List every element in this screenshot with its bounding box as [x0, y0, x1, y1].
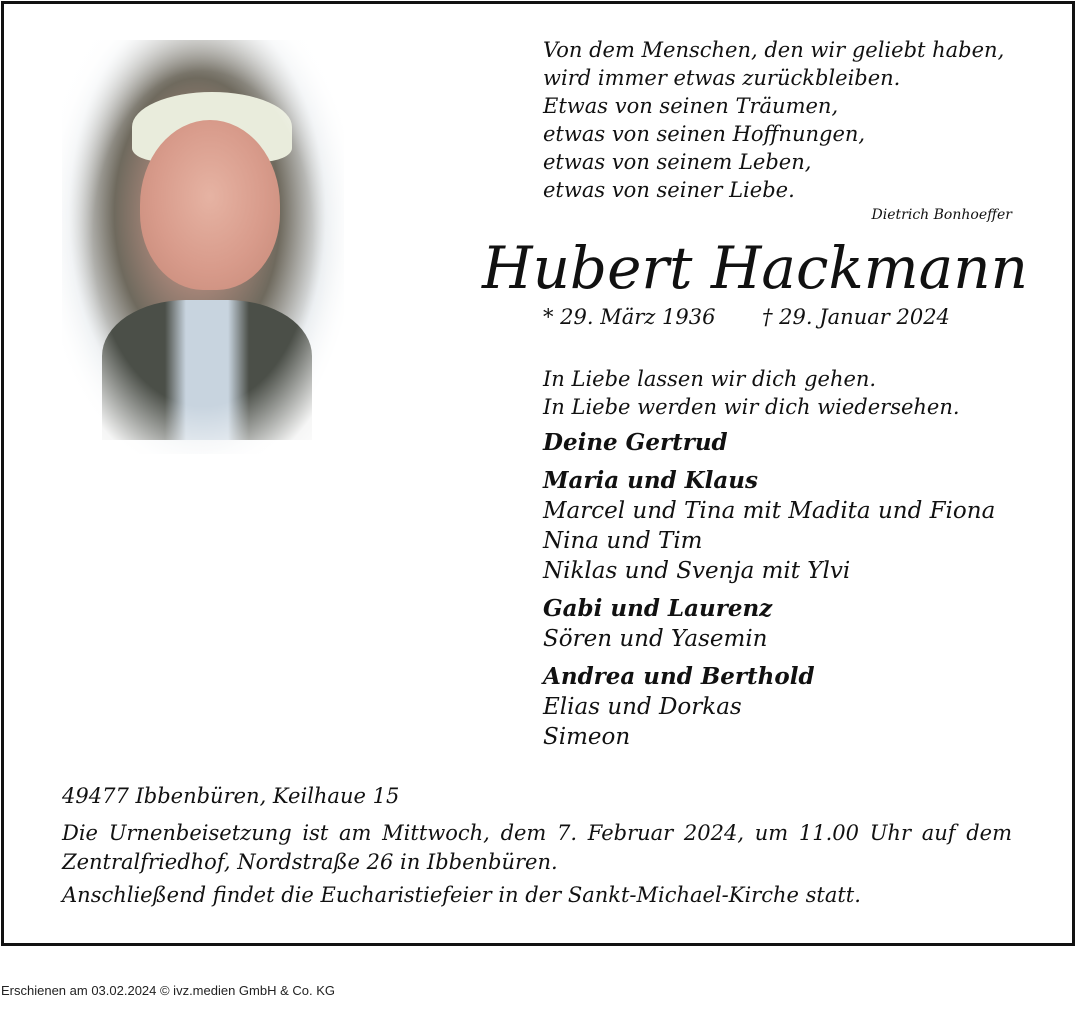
death-date: † 29. Januar 2024	[762, 305, 950, 329]
farewell-line: In Liebe lassen wir dich gehen.	[543, 367, 877, 391]
family-group	[543, 662, 1023, 752]
family-group-head: Gabi und Laurenz	[543, 595, 773, 622]
poem-line: etwas von seinen Hoffnungen,	[543, 122, 866, 146]
address: 49477 Ibbenbüren, Keilhaue 15	[62, 784, 400, 808]
farewell-line: In Liebe werden wir dich wiedersehen.	[543, 395, 960, 419]
poem-line: Von dem Menschen, den wir geliebt haben,	[543, 38, 1005, 62]
poem	[543, 36, 1013, 204]
family-group-head: Andrea und Berthold	[543, 663, 815, 690]
family-group	[543, 466, 1023, 586]
poem-line: etwas von seinem Leben,	[543, 150, 812, 174]
family-member: Marcel und Tina mit Madita und Fiona	[543, 498, 996, 524]
family-group-head: Deine Gertrud	[543, 429, 728, 456]
farewell-text	[543, 365, 960, 421]
family-group-head: Maria und Klaus	[543, 467, 758, 494]
poem-author: Dietrich Bonhoeffer	[871, 207, 1012, 223]
family-group	[543, 428, 1023, 458]
poem-line: etwas von seiner Liebe.	[543, 178, 795, 202]
publication-footer: Erschienen am 03.02.2024 © ivz.medien GmbH & Co. KG	[1, 983, 336, 998]
family-member: Simeon	[543, 724, 631, 750]
family-member: Elias und Dorkas	[543, 694, 742, 720]
afterwards-info: Anschließend findet die Eucharistiefeier in der Sankt-Michael-Kirche statt.	[62, 883, 861, 907]
portrait-photo	[62, 40, 344, 454]
family-group	[543, 594, 1023, 654]
deceased-name: Hubert Hackmann	[482, 234, 1028, 302]
family-member: Niklas und Svenja mit Ylvi	[543, 558, 851, 584]
family-list	[543, 428, 1023, 760]
poem-line: wird immer etwas zurückbleiben.	[543, 66, 901, 90]
family-member: Nina und Tim	[543, 528, 703, 554]
burial-info: Die Urnenbeisetzung ist am Mittwoch, dem 7. Februar 2024, um 11.00 Uhr auf dem Zentralfriedhof, Nordstraße 26 in Ibbenbüren.	[62, 821, 1012, 874]
portrait-vignette	[62, 40, 344, 454]
family-member: Sören und Yasemin	[543, 626, 768, 652]
birth-date: * 29. März 1936	[543, 305, 716, 329]
poem-line: Etwas von seinen Träumen,	[543, 94, 839, 118]
